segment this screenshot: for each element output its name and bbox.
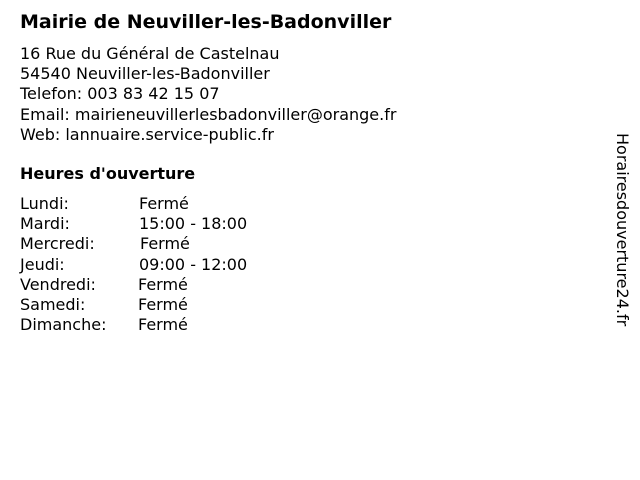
day-hours: 15:00 - 18:00: [139, 214, 248, 234]
day-hours: Fermé: [139, 194, 189, 213]
hours-row-jeudi: [20, 255, 340, 275]
day-label: Samedi:: [20, 294, 86, 314]
day-label: Lundi:: [20, 194, 69, 213]
day-hours: Fermé: [138, 315, 188, 335]
hours-heading: Heures d'ouverture: [20, 164, 196, 183]
day-hours: Fermé: [138, 274, 188, 294]
hours-row-dimanche: [20, 315, 340, 335]
day-label: Vendredi:: [20, 274, 96, 294]
hours-row-mardi: [20, 214, 340, 234]
hours-row-mercredi: [20, 234, 340, 254]
day-hours: Fermé: [140, 234, 190, 254]
hours-row-samedi: [20, 295, 340, 315]
hours-row-lundi: [20, 194, 340, 214]
street-address: 16 Rue du Général de Castelnau: [20, 44, 280, 63]
hours-list: [20, 194, 340, 335]
day-label: Dimanche:: [20, 315, 107, 335]
website: Web: lannuaire.service-public.fr: [20, 124, 274, 144]
phone-number: Telefon: 003 83 42 15 07: [20, 84, 220, 104]
day-label: Mercredi:: [20, 234, 95, 254]
day-label: Mardi:: [20, 214, 70, 234]
day-hours: 09:00 - 12:00: [139, 254, 248, 274]
site-watermark-text: Horairesdouverture24.fr: [613, 133, 632, 327]
contact-block: [20, 44, 396, 145]
site-watermark: [612, 133, 632, 371]
city-address: 54540 Neuviller-les-Badonviller: [20, 64, 270, 84]
day-label: Jeudi:: [20, 254, 65, 274]
hours-row-vendredi: [20, 275, 340, 295]
day-hours: Fermé: [138, 294, 188, 314]
email-address: Email: mairieneuvillerlesbadonviller@orange.fr: [20, 104, 397, 124]
page-title: Mairie de Neuviller-les-Badonviller: [20, 11, 392, 33]
